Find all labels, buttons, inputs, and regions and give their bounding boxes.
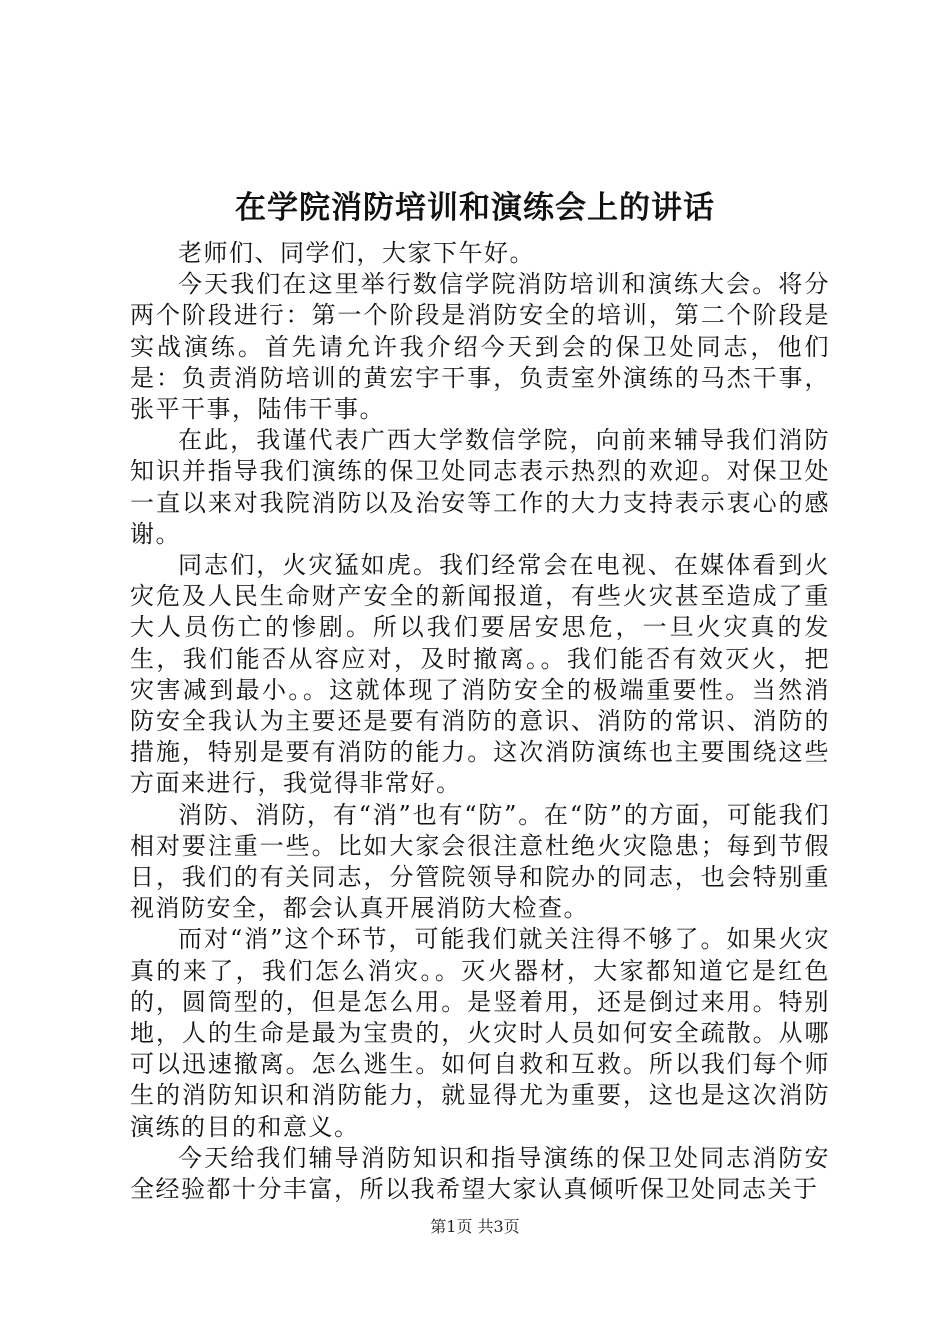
paragraph: 今天我们在这里举行数信学院消防培训和演练大会。将分两个阶段进行：第一个阶段是消防安全的培训，第二个阶段是实战演练。首先请允许我介绍今天到会的保卫处同志，他们是：负责消防培训的黄宏宇干事，负责室外演练的马杰干事，张平干事，陆伟干事。 xyxy=(130,270,830,424)
paragraph: 消防、消防，有“消”也有“防”。在“防”的方面，可能我们相对要注重一些。比如大家会很注意杜绝火灾隐患；每到节假日，我们的有关同志，分管院领导和院办的同志，也会特别重视消防安全，都会认真开展消防大检查。 xyxy=(130,800,830,923)
paragraph: 今天给我们辅导消防知识和指导演练的保卫处同志消防安全经验都十分丰富，所以我希望大家认真倾听保卫处同志关于 xyxy=(130,1143,830,1204)
paragraph: 在此，我谨代表广西大学数信学院，向前来辅导我们消防知识并指导我们演练的保卫处同志表示热烈的欢迎。对保卫处一直以来对我院消防以及治安等工作的大力支持表示衷心的感谢。 xyxy=(130,426,830,548)
paragraph: 同志们，火灾猛如虎。我们经常会在电视、在媒体看到火灾危及人民生命财产安全的新闻报道，有些火灾甚至造成了重大人员伤亡的惨剧。所以我们要居安思危，一旦火灾真的发生，我们能否从容应对，及时撤离。。我们能否有效灭火，把灾害减到最小。。这就体现了消防安全的极端重要性。当然消防安全我认为主要还是要有消防的意识、消防的常识、消防的措施，特别是要有消防的能力。这次消防演练也主要围绕这些方面来进行，我觉得非常好。 xyxy=(130,551,830,798)
document-body xyxy=(130,238,830,1205)
paragraph: 而对“消”这个环节，可能我们就关注得不够了。如果火灾真的来了，我们怎么消灾。。灭火器材，大家都知道它是红色的，圆筒型的，但是怎么用。是竖着用，还是倒过来用。特别地，人的生命是最为宝贵的，火灾时人员如何安全疏散。从哪可以迅速撤离。怎么逃生。如何自救和互救。所以我们每个师生的消防知识和消防能力，就显得尤为重要，这也是这次消防演练的目的和意义。 xyxy=(130,925,830,1141)
paragraph: 老师们、同学们，大家下午好。 xyxy=(178,239,535,267)
page-number-footer: 第1页 共3页 xyxy=(430,1217,520,1236)
document-title: 在学院消防培训和演练会上的讲话 xyxy=(235,190,715,226)
